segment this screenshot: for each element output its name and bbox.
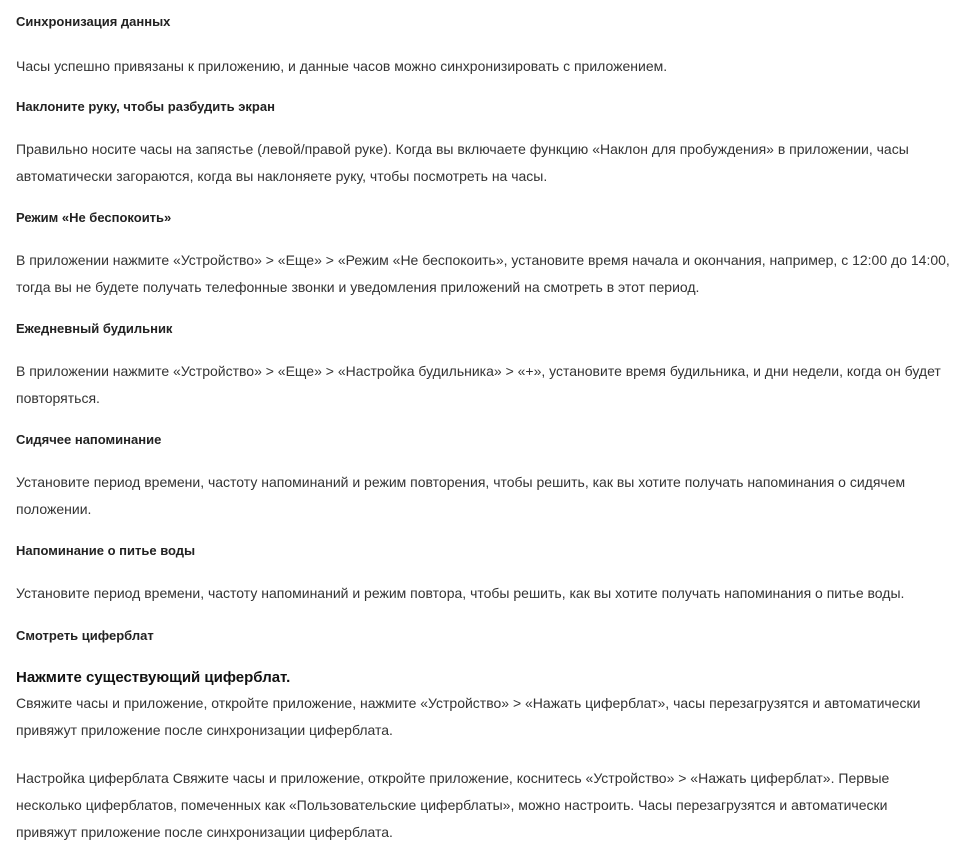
section-title-water-reminder: Напоминание о питье воды: [16, 543, 196, 558]
section-title-data-sync: Синхронизация данных: [16, 14, 171, 29]
watchface-text-1: Свяжите часы и приложение, откройте приложение, нажмите «Устройство» > «Нажать циферблат», часы перезагрузятся и автоматически привяжут приложение после синхронизации циферблата.: [16, 695, 921, 738]
watchface-text-2: Настройка циферблата Свяжите часы и приложение, откройте приложение, коснитесь «Устройство» > «Нажать циферблат». Первые несколько циферблатов, помеченных как «Пользовательские циферблаты», можно настроить. Часы перезагрузятся и автоматически привяжут приложение после синхронизации циферблата.: [16, 770, 890, 840]
section-text-do-not-disturb: В приложении нажмите «Устройство» > «Еще» > «Режим «Не беспокоить», установите время начала и окончания, например, с 12:00 до 14:00, тогда вы не будете получать телефонные звонки и уведомления приложений на смотреть в этот период.: [16, 252, 950, 295]
section-title-raise-to-wake: Наклоните руку, чтобы разбудить экран: [16, 99, 275, 114]
section-text-daily-alarm: В приложении нажмите «Устройство» > «Еще» > «Настройка будильника» > «+», установите время будильника, и дни недели, когда он будет повторяться.: [16, 363, 941, 406]
section-title-sedentary-reminder: Сидячее напоминание: [16, 432, 162, 447]
section-text-raise-to-wake: Правильно носите часы на запястье (левой/правой руке). Когда вы включаете функцию «Наклон для пробуждения» в приложении, часы автоматически загораются, когда вы наклоняете руку, чтобы посмотреть на часы.: [16, 141, 909, 184]
section-text-water-reminder: Установите период времени, частоту напоминаний и режим повтора, чтобы решить, как вы хотите получать напоминания о питье воды.: [16, 585, 905, 601]
section-title-do-not-disturb: Режим «Не беспокоить»: [16, 210, 172, 225]
section-title-watch-face: Смотреть циферблат: [16, 628, 154, 643]
section-title-daily-alarm: Ежедневный будильник: [16, 321, 173, 336]
section-text-sedentary-reminder: Установите период времени, частоту напоминаний и режим повторения, чтобы решить, как вы хотите получать напоминания о сидячем положении.: [16, 474, 906, 517]
section-text-data-sync: Часы успешно привязаны к приложению, и данные часов можно синхронизировать с приложением.: [16, 58, 668, 74]
watchface-heading: Нажмите существующий циферблат.: [16, 669, 291, 686]
